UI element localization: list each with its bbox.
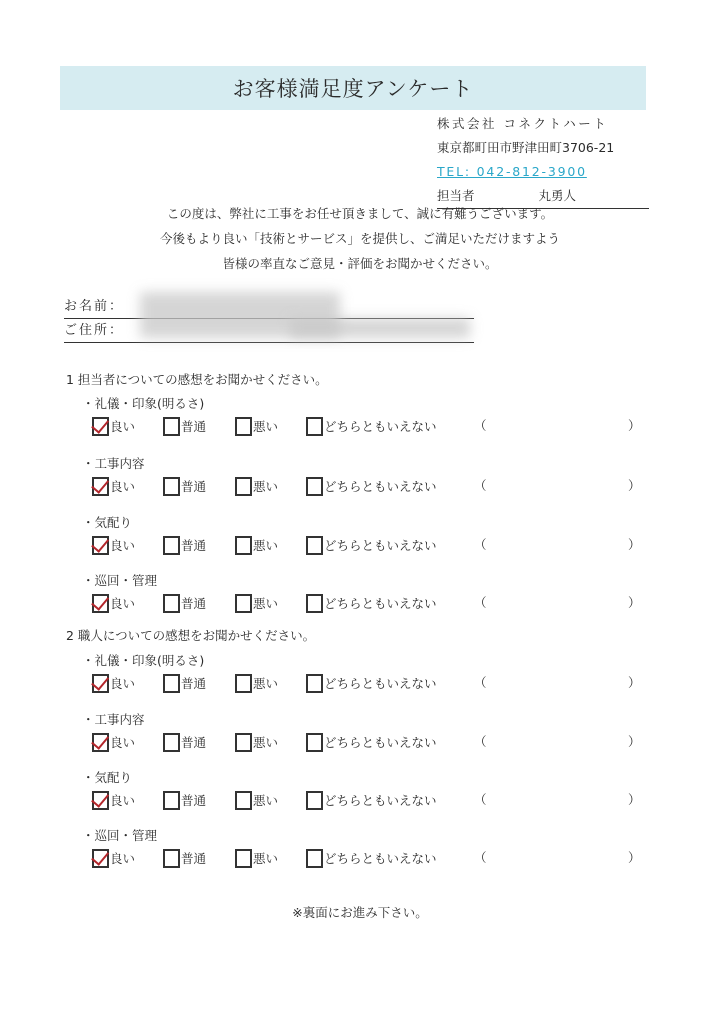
comment-paren-open: （ [474,595,487,610]
question-label: ・工事内容 [82,712,145,727]
answer-option[interactable] [306,473,437,499]
answer-option[interactable] [163,845,206,871]
option-label: 普通 [181,676,207,691]
checkbox[interactable] [92,849,109,868]
option-label: どちらともいえない [324,851,437,866]
answer-option[interactable] [235,473,278,499]
answer-option[interactable] [235,670,278,696]
option-label: 良い [110,419,136,434]
checkbox[interactable] [235,674,252,693]
company-address: 東京都町田市野津田町3706-21 [437,140,615,155]
option-label: 悪い [253,596,279,611]
checkbox[interactable] [235,417,252,436]
checkbox[interactable] [163,674,180,693]
checkbox[interactable] [306,536,323,555]
checkbox[interactable] [306,791,323,810]
answer-option[interactable] [92,532,135,558]
checkbox[interactable] [235,536,252,555]
answer-option[interactable] [235,787,278,813]
checkbox[interactable] [163,733,180,752]
option-label: 悪い [253,538,279,553]
checkbox[interactable] [163,477,180,496]
question-label: ・礼儀・印象(明るさ) [82,653,205,668]
answer-option[interactable] [306,532,437,558]
checkbox[interactable] [306,417,323,436]
question-label: ・巡回・管理 [82,828,158,843]
option-label: 普通 [181,793,207,808]
option-label: 良い [110,676,136,691]
answer-option[interactable] [306,787,437,813]
answer-option[interactable] [92,473,135,499]
option-label: 悪い [253,793,279,808]
answer-row [92,413,652,439]
answer-option[interactable] [92,670,135,696]
comment-paren-close: ） [628,418,641,433]
company-name: 株式会社 コネクトハート [437,116,609,131]
comment-paren-open: （ [474,792,487,807]
option-label: 悪い [253,735,279,750]
checkbox[interactable] [92,594,109,613]
question-label: ・気配り [82,515,133,530]
rep-label: 担当者 [437,188,475,203]
comment-paren-close: ） [628,792,641,807]
answer-option[interactable] [92,845,135,871]
answer-option[interactable] [92,787,135,813]
answer-row [92,590,652,616]
checkbox[interactable] [235,849,252,868]
company-info [437,112,649,209]
name-label: お名前： [64,299,125,314]
answer-option[interactable] [92,590,135,616]
checkbox[interactable] [163,417,180,436]
option-label: 悪い [253,419,279,434]
redacted-address [290,318,470,338]
answer-option[interactable] [235,729,278,755]
comment-paren-open: （ [474,850,487,865]
answer-option[interactable] [163,670,206,696]
checkbox[interactable] [306,849,323,868]
option-label: どちらともいえない [324,793,437,808]
answer-option[interactable] [92,413,135,439]
rep-name: 丸勇人 [538,188,577,203]
answer-option[interactable] [235,590,278,616]
question-label: ・工事内容 [82,456,145,471]
option-label: 悪い [253,479,279,494]
answer-option[interactable] [306,729,437,755]
checkbox[interactable] [163,849,180,868]
answer-row [92,670,652,696]
question-label: ・巡回・管理 [82,573,158,588]
option-label: 普通 [181,479,207,494]
section-title: 1 担当者についての感想をお聞かせください。 [66,372,328,387]
option-label: 良い [110,735,136,750]
checkbox[interactable] [235,791,252,810]
option-label: どちらともいえない [324,538,437,553]
option-label: 普通 [181,538,207,553]
company-tel[interactable]: TEL: 042-812-3900 [437,164,587,179]
answer-option[interactable] [235,413,278,439]
option-label: 普通 [181,596,207,611]
checkbox[interactable] [92,536,109,555]
comment-paren-close: ） [628,537,641,552]
comment-paren-open: （ [474,478,487,493]
answer-row [92,532,652,558]
answer-option[interactable] [235,532,278,558]
checkbox[interactable] [235,733,252,752]
option-label: 良い [110,479,136,494]
answer-option[interactable] [163,473,206,499]
answer-option[interactable] [163,729,206,755]
answer-row [92,845,652,871]
intro-line-3: 皆様の率直なご意見・評価をお聞かせください。 [222,256,498,271]
answer-row [92,473,652,499]
question-label: ・礼儀・印象(明るさ) [82,396,205,411]
answer-option[interactable] [163,787,206,813]
comment-paren-close: ） [628,595,641,610]
option-label: 普通 [181,851,207,866]
option-label: 良い [110,596,136,611]
question-label: ・気配り [82,770,133,785]
comment-paren-close: ） [628,478,641,493]
checkbox[interactable] [92,417,109,436]
comment-paren-open: （ [474,537,487,552]
checkbox[interactable] [92,674,109,693]
comment-paren-close: ） [628,675,641,690]
checkbox[interactable] [163,791,180,810]
option-label: どちらともいえない [324,676,437,691]
option-label: どちらともいえない [324,735,437,750]
comment-paren-open: （ [474,734,487,749]
survey-title: お客様満足度アンケート [60,66,646,110]
option-label: どちらともいえない [324,419,437,434]
answer-row [92,729,652,755]
answer-option[interactable] [306,413,437,439]
option-label: 悪い [253,676,279,691]
checkbox[interactable] [92,477,109,496]
checkbox[interactable] [163,536,180,555]
answer-row [92,787,652,813]
answer-option[interactable] [306,670,437,696]
checkbox[interactable] [235,477,252,496]
option-label: 良い [110,851,136,866]
checkbox[interactable] [306,594,323,613]
checkbox[interactable] [235,594,252,613]
option-label: どちらともいえない [324,479,437,494]
footer-note: ※裏面にお進み下さい。 [292,905,428,920]
intro-line-1: この度は、弊社に工事をお任せ頂きまして、誠に有難うございます。 [166,206,554,221]
address-label: ご住所： [64,323,125,338]
option-label: どちらともいえない [324,596,437,611]
intro-line-2: 今後もより良い「技術とサービス」を提供し、ご満足いただけますよう [159,231,560,246]
option-label: 悪い [253,851,279,866]
checkbox[interactable] [163,594,180,613]
checkbox[interactable] [306,674,323,693]
section-title: 2 職人についての感想をお聞かせください。 [66,628,316,643]
comment-paren-close: ） [628,850,641,865]
comment-paren-open: （ [474,418,487,433]
answer-option[interactable] [92,729,135,755]
option-label: 良い [110,538,136,553]
option-label: 普通 [181,735,207,750]
answer-option[interactable] [163,590,206,616]
comment-paren-open: （ [474,675,487,690]
answer-option[interactable] [235,845,278,871]
checkbox[interactable] [92,733,109,752]
checkbox[interactable] [306,733,323,752]
comment-paren-close: ） [628,734,641,749]
option-label: 普通 [181,419,207,434]
option-label: 良い [110,793,136,808]
checkbox[interactable] [92,791,109,810]
answer-option[interactable] [306,590,437,616]
checkbox[interactable] [306,477,323,496]
answer-option[interactable] [306,845,437,871]
answer-option[interactable] [163,413,206,439]
answer-option[interactable] [163,532,206,558]
